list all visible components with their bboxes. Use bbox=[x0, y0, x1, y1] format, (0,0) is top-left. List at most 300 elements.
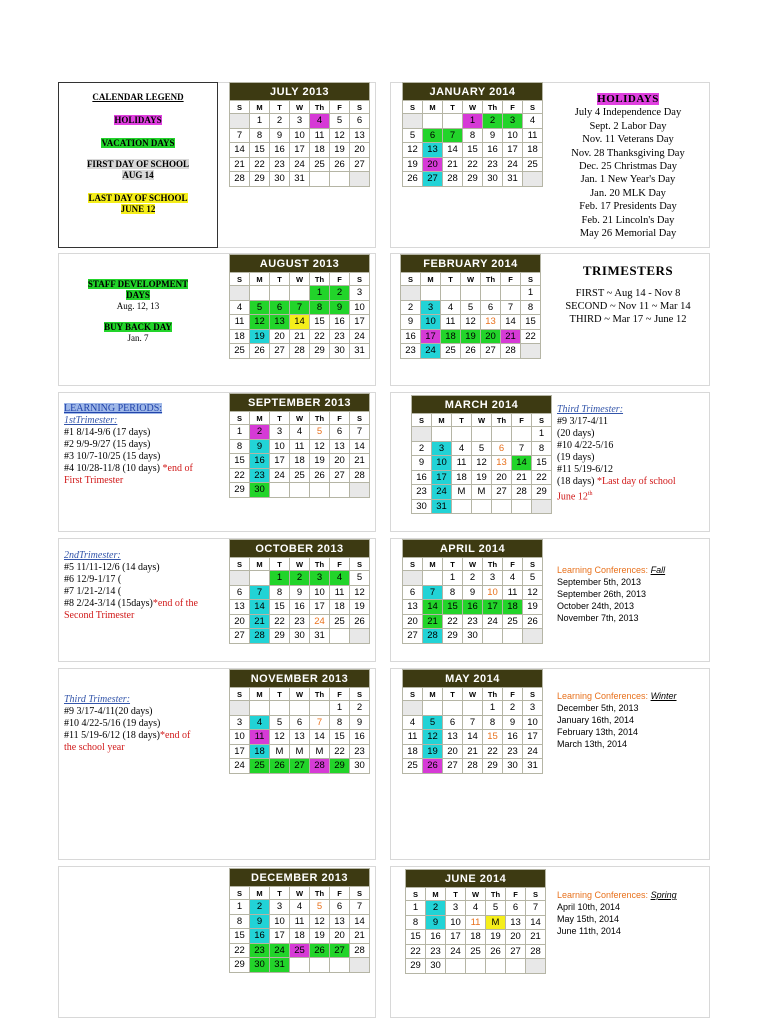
conf-season-fall: Fall bbox=[650, 565, 666, 575]
calendar-day: 25 bbox=[403, 759, 423, 774]
holiday-item: July 4 Independence Day bbox=[574, 107, 682, 119]
calendar-empty-cell bbox=[483, 629, 503, 644]
holiday-item: Feb. 21 Lincoln's Day bbox=[581, 214, 675, 226]
calendar-day: 16 bbox=[483, 143, 503, 158]
calendar-day: 6 bbox=[443, 715, 463, 730]
calendar-day: 19 bbox=[330, 143, 350, 158]
day-of-week-label: W bbox=[290, 412, 310, 425]
calendar-day: 15 bbox=[463, 143, 483, 158]
day-of-week-label: F bbox=[506, 888, 526, 901]
calendar-day: 19 bbox=[310, 929, 330, 944]
calendar-day: 16 bbox=[250, 454, 270, 469]
calendar-empty-cell bbox=[512, 499, 532, 514]
t2-period: #5 11/11-12/6 (14 days) bbox=[64, 562, 160, 573]
holidays-title: HOLIDAYS bbox=[597, 93, 659, 105]
calendar-day: 17 bbox=[310, 600, 330, 615]
calendar-day: 16 bbox=[426, 930, 446, 945]
calendar-day: 19 bbox=[250, 329, 270, 344]
calendar-empty-cell bbox=[290, 483, 310, 498]
calendar-day: 18 bbox=[523, 143, 543, 158]
calendar-day: 17 bbox=[432, 470, 452, 485]
calendar-day: 6 bbox=[230, 585, 250, 600]
trimester-item: SECOND ~ Nov 11 ~ Mar 14 bbox=[565, 301, 691, 312]
calendar-day: 12 bbox=[330, 128, 350, 143]
calendar-day: 26 bbox=[423, 759, 443, 774]
calendar-empty-cell bbox=[421, 286, 441, 301]
learning-periods-t3 bbox=[64, 694, 190, 754]
calendar-day: 15 bbox=[532, 456, 552, 471]
calendar-day: 11 bbox=[330, 585, 350, 600]
calendar-day: 5 bbox=[486, 901, 506, 916]
calendar-day: 30 bbox=[426, 959, 446, 974]
holiday-item: Jan. 20 MLK Day bbox=[590, 187, 666, 199]
calendar-day: 14 bbox=[350, 439, 370, 454]
trimesters-title: TRIMESTERS bbox=[582, 263, 674, 278]
calendar-day: 24 bbox=[421, 344, 441, 359]
calendar-jan-2014 bbox=[402, 82, 543, 187]
calendar-day: 2 bbox=[401, 300, 421, 315]
calendar-day: 10 bbox=[483, 585, 503, 600]
calendar-day: 31 bbox=[290, 172, 310, 187]
calendar-day: 21 bbox=[250, 614, 270, 629]
calendar-day: 1 bbox=[230, 900, 250, 915]
calendar-day: 8 bbox=[310, 300, 330, 315]
calendar-empty-cell bbox=[350, 172, 370, 187]
calendar-day: 11 bbox=[310, 128, 330, 143]
day-of-week-label: Th bbox=[310, 273, 330, 286]
calendar-day: 13 bbox=[423, 143, 443, 158]
calendar-day: 9 bbox=[412, 456, 432, 471]
calendar-day: 11 bbox=[230, 315, 250, 330]
legend-title: CALENDAR LEGEND bbox=[92, 92, 184, 102]
calendar-day: 23 bbox=[330, 329, 350, 344]
calendar-day: 18 bbox=[466, 930, 486, 945]
conf-date: January 16th, 2014 bbox=[557, 715, 635, 725]
calendar-empty-cell bbox=[230, 701, 250, 716]
calendar-feb-2014 bbox=[400, 254, 541, 359]
calendar-day: 27 bbox=[481, 344, 501, 359]
t3r-period: #10 4/22-5/16 bbox=[557, 440, 614, 451]
month-title: JULY 2013 bbox=[230, 83, 370, 101]
day-of-week-label: S bbox=[230, 558, 250, 571]
t2-period: #7 1/21-2/14 ( bbox=[64, 586, 122, 597]
calendar-day: 23 bbox=[350, 744, 370, 759]
day-of-week-label: Th bbox=[310, 558, 330, 571]
calendar-day: 3 bbox=[523, 701, 543, 716]
day-of-week-label: S bbox=[532, 414, 552, 427]
calendar-empty-cell bbox=[526, 959, 546, 974]
day-of-week-label: W bbox=[290, 887, 310, 900]
calendar-day: 28 bbox=[443, 172, 463, 187]
month-title: APRIL 2014 bbox=[403, 540, 543, 558]
calendar-day: 23 bbox=[412, 485, 432, 500]
calendar-day: 6 bbox=[423, 128, 443, 143]
calendar-day: 1 bbox=[521, 286, 541, 301]
calendar-day: 10 bbox=[446, 915, 466, 930]
day-of-week-label: S bbox=[403, 101, 423, 114]
calendar-empty-cell bbox=[486, 959, 506, 974]
learning-periods-t3-right: Third Trimester: #9 3/17-4/11 (20 days) #10 4/22-5/16 (19 days) #11 5/19-6/12 (18 days) *Last day of school June 12th bbox=[557, 404, 676, 503]
calendar-day: 20 bbox=[230, 614, 250, 629]
day-of-week-label: W bbox=[290, 688, 310, 701]
calendar-day: 26 bbox=[403, 172, 423, 187]
legend-holidays: HOLIDAYS bbox=[114, 115, 162, 125]
calendar-day: 4 bbox=[290, 900, 310, 915]
calendar-day: 20 bbox=[330, 929, 350, 944]
calendar-day: 19 bbox=[403, 157, 423, 172]
calendar-empty-cell bbox=[512, 427, 532, 442]
calendar-day: M bbox=[270, 744, 290, 759]
calendar-day: 9 bbox=[426, 915, 446, 930]
calendar-day: 25 bbox=[503, 614, 523, 629]
calendar-day: 11 bbox=[290, 914, 310, 929]
calendar-day: 29 bbox=[250, 172, 270, 187]
calendar-day: 18 bbox=[290, 929, 310, 944]
day-of-week-label: Th bbox=[310, 887, 330, 900]
calendar-day: 11 bbox=[523, 128, 543, 143]
calendar-day: 3 bbox=[446, 901, 466, 916]
conf-prefix: Learning Conferences: bbox=[557, 565, 649, 575]
calendar-empty-cell bbox=[250, 286, 270, 301]
calendar-empty-cell bbox=[270, 701, 290, 716]
day-of-week-label: Th bbox=[310, 412, 330, 425]
t1-period: #1 8/14-9/6 (17 days) bbox=[64, 427, 151, 438]
conf-date: February 13th, 2014 bbox=[557, 727, 639, 737]
calendar-empty-cell bbox=[350, 483, 370, 498]
calendar-day: 13 bbox=[481, 315, 501, 330]
t3r-period: #11 5/19-6/12 bbox=[557, 464, 614, 475]
calendar-day: 14 bbox=[350, 914, 370, 929]
day-of-week-label: S bbox=[350, 273, 370, 286]
day-of-week-label: M bbox=[426, 888, 446, 901]
calendar-empty-cell bbox=[506, 959, 526, 974]
calendar-day: 9 bbox=[483, 128, 503, 143]
calendar-day: 14 bbox=[230, 143, 250, 158]
calendar-empty-cell bbox=[403, 701, 423, 716]
day-of-week-label: F bbox=[501, 273, 521, 286]
calendar-day: 15 bbox=[483, 730, 503, 745]
calendar-day: 22 bbox=[310, 329, 330, 344]
calendar-day: 17 bbox=[446, 930, 466, 945]
calendar-day: 24 bbox=[270, 468, 290, 483]
calendar-empty-cell bbox=[503, 629, 523, 644]
calendar-empty-cell bbox=[481, 286, 501, 301]
calendar-day: 18 bbox=[230, 329, 250, 344]
staff-dev-dates: Aug. 12, 13 bbox=[116, 301, 160, 311]
calendar-day: 25 bbox=[230, 344, 250, 359]
day-of-week-label: T bbox=[443, 558, 463, 571]
trimesters bbox=[548, 264, 708, 326]
day-of-week-label: F bbox=[330, 887, 350, 900]
holiday-item: May 26 Memorial Day bbox=[579, 228, 677, 240]
calendar-day: 20 bbox=[506, 930, 526, 945]
calendar-empty-cell bbox=[501, 286, 521, 301]
calendar-empty-cell bbox=[412, 427, 432, 442]
buy-back-date: Jan. 7 bbox=[127, 333, 149, 343]
calendar-day: 19 bbox=[472, 470, 492, 485]
calendar-day: 10 bbox=[432, 456, 452, 471]
legend-last-day-1: LAST DAY OF SCHOOL bbox=[88, 193, 188, 203]
calendar-day: 1 bbox=[250, 114, 270, 129]
t3-period: #10 4/22-5/16 (19 days) bbox=[64, 718, 161, 729]
calendar-day: 13 bbox=[350, 128, 370, 143]
calendar-day: 8 bbox=[443, 585, 463, 600]
calendar-day: 2 bbox=[412, 441, 432, 456]
calendar-day: 18 bbox=[250, 744, 270, 759]
calendar-day: 12 bbox=[310, 914, 330, 929]
calendar-day: 28 bbox=[512, 485, 532, 500]
calendar-empty-cell bbox=[250, 701, 270, 716]
calendar-day: 31 bbox=[503, 172, 523, 187]
calendar-day: 12 bbox=[461, 315, 481, 330]
calendar-day: 29 bbox=[310, 344, 330, 359]
day-of-week-label: Th bbox=[310, 101, 330, 114]
calendar-day: 8 bbox=[406, 915, 426, 930]
day-of-week-label: T bbox=[270, 101, 290, 114]
calendar-day: 21 bbox=[463, 744, 483, 759]
conf-date: March 13th, 2014 bbox=[557, 739, 628, 749]
calendar-day: 30 bbox=[463, 629, 483, 644]
calendar-day: 21 bbox=[443, 157, 463, 172]
calendar-day: 29 bbox=[230, 958, 250, 973]
t2-note-a: *end of the bbox=[152, 598, 198, 609]
conferences-spring bbox=[557, 889, 677, 937]
calendar-day: 10 bbox=[270, 439, 290, 454]
calendar-day: 5 bbox=[270, 715, 290, 730]
calendar-empty-cell bbox=[290, 958, 310, 973]
calendar-day: 24 bbox=[503, 157, 523, 172]
calendar-day: 14 bbox=[512, 456, 532, 471]
calendar-day: 31 bbox=[523, 759, 543, 774]
calendar-day: 30 bbox=[270, 172, 290, 187]
calendar-day: 28 bbox=[423, 629, 443, 644]
t3-note-a: *end of bbox=[160, 730, 191, 741]
calendar-day: 5 bbox=[523, 571, 543, 586]
calendar-day: 30 bbox=[483, 172, 503, 187]
calendar-empty-cell bbox=[270, 483, 290, 498]
calendar-day: 22 bbox=[270, 614, 290, 629]
day-of-week-label: W bbox=[463, 558, 483, 571]
legend-vacation: VACATION DAYS bbox=[101, 138, 175, 148]
calendar-day: 27 bbox=[423, 172, 443, 187]
calendar-day: 12 bbox=[310, 439, 330, 454]
day-of-week-label: M bbox=[421, 273, 441, 286]
calendar-day: 27 bbox=[330, 468, 350, 483]
calendar-aug-2013 bbox=[229, 254, 370, 359]
day-of-week-label: W bbox=[461, 273, 481, 286]
calendar-day: 28 bbox=[310, 759, 330, 774]
day-of-week-label: T bbox=[443, 101, 463, 114]
calendar-day: 6 bbox=[481, 300, 501, 315]
day-of-week-label: S bbox=[230, 412, 250, 425]
calendar-empty-cell bbox=[250, 571, 270, 586]
calendar-day: 1 bbox=[483, 701, 503, 716]
calendar-day: 2 bbox=[503, 701, 523, 716]
calendar-day: 15 bbox=[230, 454, 250, 469]
calendar-day: 13 bbox=[330, 914, 350, 929]
calendar-day: 4 bbox=[452, 441, 472, 456]
calendar-day: 2 bbox=[483, 114, 503, 129]
day-of-week-label: M bbox=[250, 101, 270, 114]
calendar-day: 25 bbox=[250, 759, 270, 774]
calendar-day: 28 bbox=[350, 468, 370, 483]
calendar-day: 24 bbox=[523, 744, 543, 759]
calendar-day: 25 bbox=[523, 157, 543, 172]
calendar-day: 29 bbox=[406, 959, 426, 974]
calendar-empty-cell bbox=[452, 499, 472, 514]
calendar-day: 12 bbox=[250, 315, 270, 330]
calendar-jun-2014 bbox=[405, 869, 546, 974]
day-of-week-label: M bbox=[432, 414, 452, 427]
calendar-day: 21 bbox=[230, 157, 250, 172]
calendar-day: 19 bbox=[350, 600, 370, 615]
calendar-day: 1 bbox=[463, 114, 483, 129]
calendar-day: 9 bbox=[290, 585, 310, 600]
day-of-week-label: T bbox=[441, 273, 461, 286]
day-of-week-label: M bbox=[250, 412, 270, 425]
calendar-day: 10 bbox=[523, 715, 543, 730]
calendar-empty-cell bbox=[403, 114, 423, 129]
calendar-day: 11 bbox=[290, 439, 310, 454]
calendar-day: 15 bbox=[330, 730, 350, 745]
calendar-day: 28 bbox=[463, 759, 483, 774]
calendar-sep-2013 bbox=[229, 393, 370, 498]
calendar-day: 11 bbox=[441, 315, 461, 330]
calendar-day: 1 bbox=[310, 286, 330, 301]
calendar-day: 15 bbox=[521, 315, 541, 330]
calendar-day: 18 bbox=[310, 143, 330, 158]
day-of-week-label: S bbox=[230, 273, 250, 286]
day-of-week-label: S bbox=[403, 558, 423, 571]
calendar-day: 14 bbox=[310, 730, 330, 745]
calendar-day: 9 bbox=[270, 128, 290, 143]
calendar-day: 24 bbox=[432, 485, 452, 500]
day-of-week-label: S bbox=[350, 688, 370, 701]
calendar-day: 22 bbox=[330, 744, 350, 759]
calendar-day: 11 bbox=[466, 915, 486, 930]
calendar-day: 9 bbox=[250, 914, 270, 929]
calendar-day: 24 bbox=[230, 759, 250, 774]
conf-date: June 11th, 2014 bbox=[557, 926, 621, 936]
calendar-empty-cell bbox=[492, 427, 512, 442]
calendar-day: 6 bbox=[330, 900, 350, 915]
calendar-empty-cell bbox=[472, 499, 492, 514]
calendar-day: 24 bbox=[350, 329, 370, 344]
calendar-day: 2 bbox=[350, 701, 370, 716]
calendar-day: 22 bbox=[250, 157, 270, 172]
calendar-day: 4 bbox=[441, 300, 461, 315]
calendar-mar-2014 bbox=[411, 395, 552, 514]
calendar-day: 6 bbox=[330, 425, 350, 440]
calendar-day: 4 bbox=[503, 571, 523, 586]
calendar-day: 2 bbox=[250, 425, 270, 440]
calendar-day: 12 bbox=[350, 585, 370, 600]
month-title: MARCH 2014 bbox=[412, 396, 552, 414]
calendar-day: 23 bbox=[463, 614, 483, 629]
calendar-day: 12 bbox=[270, 730, 290, 745]
calendar-day: 23 bbox=[250, 943, 270, 958]
holiday-item: Sept. 2 Labor Day bbox=[589, 120, 667, 132]
calendar-day: 10 bbox=[503, 128, 523, 143]
t3r-period: #9 3/17-4/11 bbox=[557, 416, 609, 427]
calendar-day: 8 bbox=[483, 715, 503, 730]
calendar-day: 6 bbox=[270, 300, 290, 315]
day-of-week-label: S bbox=[350, 558, 370, 571]
day-of-week-label: T bbox=[443, 688, 463, 701]
calendar-day: 7 bbox=[512, 441, 532, 456]
conf-season-winter: Winter bbox=[650, 691, 677, 701]
calendar-day: 8 bbox=[532, 441, 552, 456]
calendar-day: 1 bbox=[330, 701, 350, 716]
holiday-item: Nov. 11 Veterans Day bbox=[582, 134, 674, 146]
calendar-day: 7 bbox=[423, 585, 443, 600]
calendar-day: 26 bbox=[310, 468, 330, 483]
calendar-day: 7 bbox=[250, 585, 270, 600]
calendar-day: 30 bbox=[503, 759, 523, 774]
calendar-day: 14 bbox=[463, 730, 483, 745]
calendar-empty-cell bbox=[423, 701, 443, 716]
calendar-day: 13 bbox=[230, 600, 250, 615]
calendar-day: 28 bbox=[350, 943, 370, 958]
calendar-empty-cell bbox=[446, 959, 466, 974]
calendar-day: 8 bbox=[250, 128, 270, 143]
calendar-empty-cell bbox=[290, 286, 310, 301]
calendar-day: 8 bbox=[463, 128, 483, 143]
day-of-week-label: F bbox=[330, 688, 350, 701]
calendar-day: 2 bbox=[426, 901, 446, 916]
calendar-day: 22 bbox=[230, 468, 250, 483]
day-of-week-label: S bbox=[403, 688, 423, 701]
calendar-empty-cell bbox=[310, 958, 330, 973]
calendar-empty-cell bbox=[290, 701, 310, 716]
calendar-day: 5 bbox=[403, 128, 423, 143]
calendar-empty-cell bbox=[443, 114, 463, 129]
t2-period: #6 12/9-1/17 ( bbox=[64, 574, 122, 585]
month-title: OCTOBER 2013 bbox=[230, 540, 370, 558]
conf-date: December 5th, 2013 bbox=[557, 703, 639, 713]
day-of-week-label: F bbox=[330, 101, 350, 114]
day-of-week-label: F bbox=[512, 414, 532, 427]
calendar-day: 26 bbox=[310, 943, 330, 958]
calendar-day: 6 bbox=[403, 585, 423, 600]
calendar-day: 7 bbox=[526, 901, 546, 916]
day-of-week-label: W bbox=[290, 558, 310, 571]
t3r-note-a: *Last day of school bbox=[597, 476, 676, 487]
calendar-day: 4 bbox=[230, 300, 250, 315]
calendar-day: 17 bbox=[523, 730, 543, 745]
calendar-day: 31 bbox=[310, 629, 330, 644]
learning-periods-t2 bbox=[64, 550, 198, 622]
month-title: MAY 2014 bbox=[403, 670, 543, 688]
calendar-empty-cell bbox=[472, 427, 492, 442]
calendar-day: M bbox=[310, 744, 330, 759]
calendar-day: 27 bbox=[270, 344, 290, 359]
t3-period: #11 5/19-6/12 (18 days) bbox=[64, 730, 161, 741]
day-of-week-label: Th bbox=[483, 688, 503, 701]
day-of-week-label: S bbox=[350, 887, 370, 900]
calendar-day: 4 bbox=[310, 114, 330, 129]
legend-first-day-2: AUG 14 bbox=[122, 170, 154, 180]
calendar-day: 6 bbox=[290, 715, 310, 730]
calendar-day: 2 bbox=[290, 571, 310, 586]
calendar-day: 15 bbox=[250, 143, 270, 158]
calendar-day: 1 bbox=[270, 571, 290, 586]
day-of-week-label: T bbox=[270, 558, 290, 571]
calendar-day: 3 bbox=[270, 900, 290, 915]
month-title: NOVEMBER 2013 bbox=[230, 670, 370, 688]
t3r-period: (20 days) bbox=[557, 428, 595, 439]
day-of-week-label: T bbox=[270, 887, 290, 900]
